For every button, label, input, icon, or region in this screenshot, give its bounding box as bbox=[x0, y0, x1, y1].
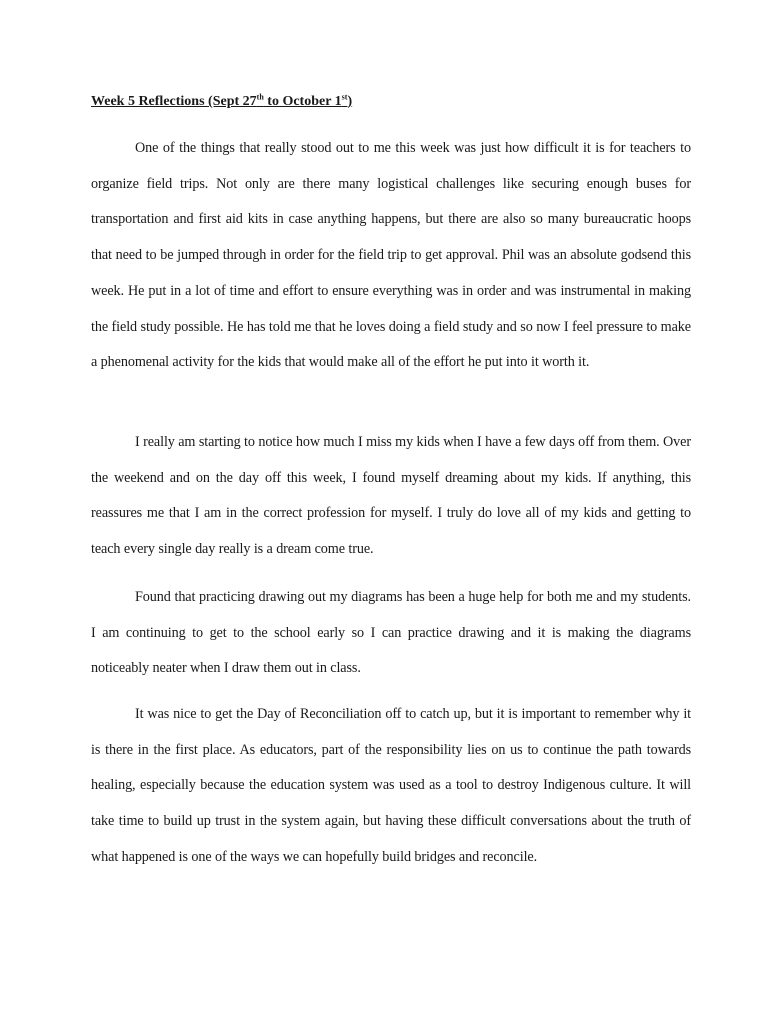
title-suffix: ) bbox=[347, 94, 353, 109]
paragraph-missing-kids: I really am starting to notice how much I miss my kids when I have a few days off from them. Over the weekend and on the day off this week, I found myself dreaming about my kids. If anything, this reassures me that I am in the correct profession for myself. I truly do love all of my kids and getting to teach every single day really is a dream come true. bbox=[91, 434, 691, 558]
paragraph-diagrams: Found that practicing drawing out my diagrams has been a huge help for both me and my students. I am continuing to get to the school early so I can practice drawing and it is making the diagrams noticeably neater when I draw them out in class. bbox=[91, 589, 691, 677]
paragraph-field-trips: One of the things that really stood out to me this week was just how difficult it is for teachers to organize field trips. Not only are there many logistical challenges like securing enough buses for transportation and first aid kits in case anything happens, but there are also so many bureaucratic hoops that need to be jumped through in order for the field trip to get approval. Phil was an absolute godsend this week. He put in a lot of time and effort to ensure everything was in order and was instrumental in making the field study possible. He has told me that he loves doing a field study and so now I feel pressure to make a phenomenal activity for the kids that would make all of the effort he put into it worth it. bbox=[91, 140, 691, 371]
paragraph-reconciliation: It was nice to get the Day of Reconciliation off to catch up, but it is important to remember why it is there in the first place. As educators, part of the responsibility lies on us to continue the path towards healing, especially because the education system was used as a tool to destroy Indigenous culture. It will take time to build up trust in the system again, but having these difficult conversations about the truth of what happened is one of the ways we can hopefully build bridges and reconcile. bbox=[91, 706, 691, 865]
title-prefix: Week 5 Reflections (Sept 27 bbox=[91, 94, 257, 109]
title-superscript-st: st bbox=[341, 92, 348, 102]
title-middle: to October 1 bbox=[263, 94, 342, 109]
title-superscript-th: th bbox=[256, 92, 264, 102]
page-title bbox=[91, 92, 352, 112]
